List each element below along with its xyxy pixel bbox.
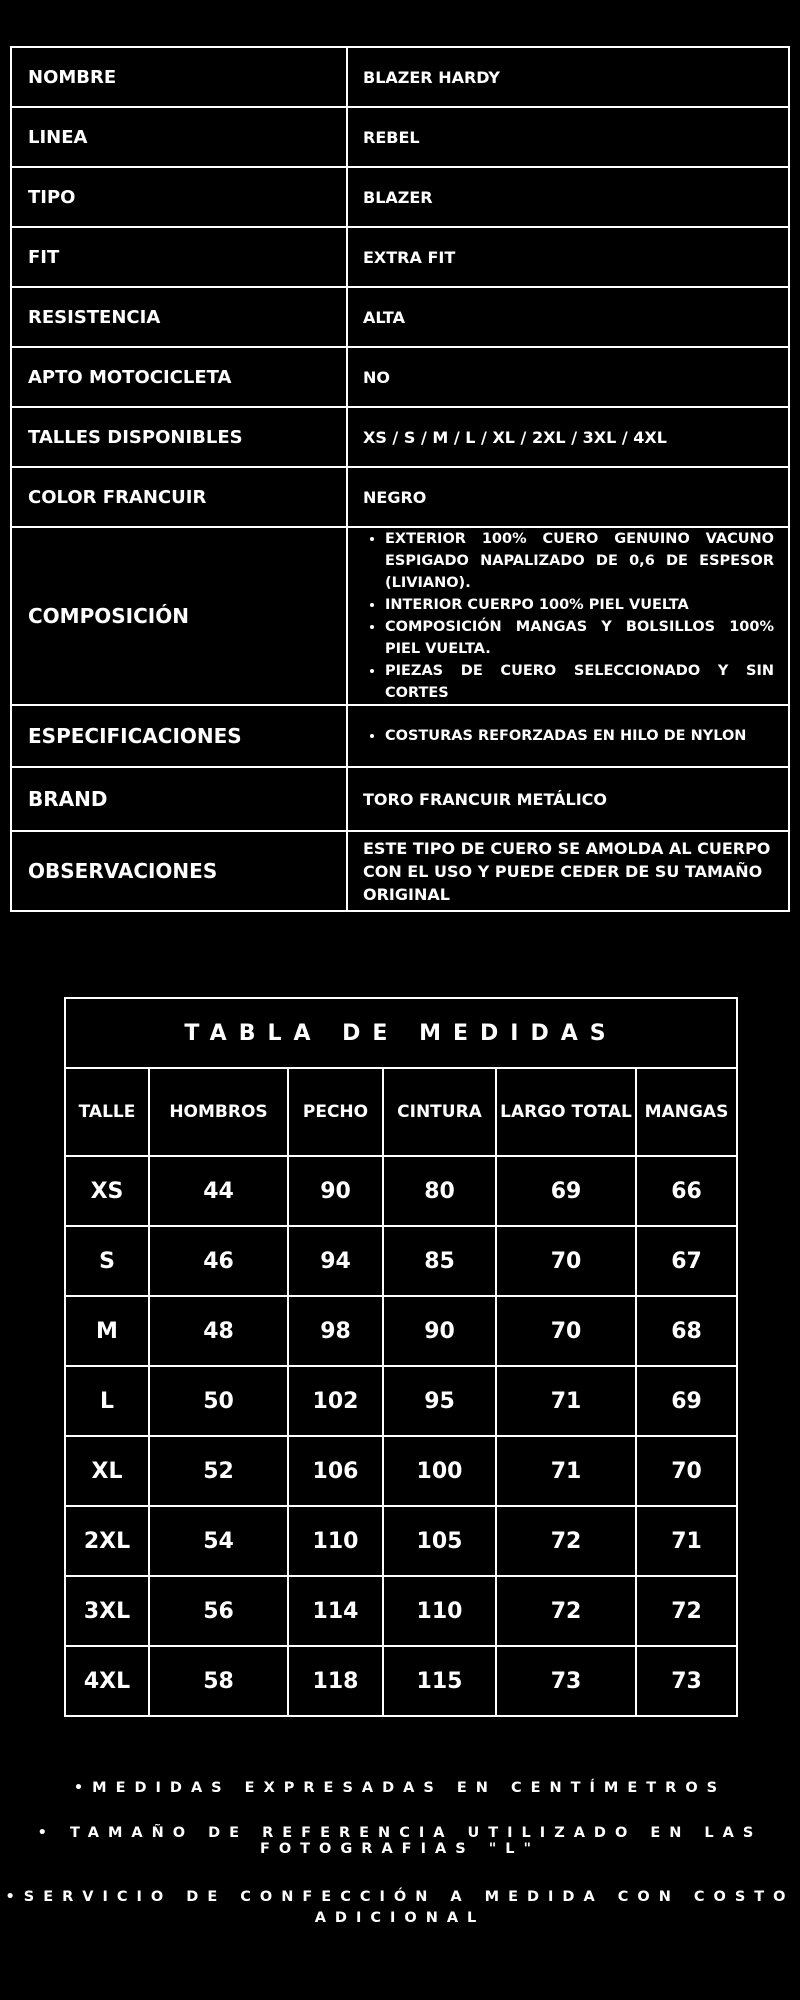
table-cell: 72 [496,1506,636,1576]
spec-row-apto-motocicleta [11,347,789,407]
table-cell: 71 [636,1506,737,1576]
table-row [65,1296,737,1366]
table-cell: 56 [149,1576,288,1646]
table-cell: 52 [149,1436,288,1506]
table-cell: 66 [636,1156,737,1226]
table-cell: 54 [149,1506,288,1576]
table-cell: 69 [496,1156,636,1226]
table-cell: 71 [496,1366,636,1436]
table-cell: 48 [149,1296,288,1366]
spec-key: OBSERVACIONES [11,831,347,911]
table-cell: 115 [383,1646,496,1716]
spec-value-list [347,527,789,705]
table-cell: 67 [636,1226,737,1296]
list-item: • PIEZAS DE CUERO SELECCIONADO Y SIN CORTES [385,660,774,704]
table-cell: 80 [383,1156,496,1226]
spec-key: TIPO [11,167,347,227]
spec-row-composicion [11,527,789,705]
list-item: • INTERIOR CUERPO 100% PIEL VUELTA [385,594,774,616]
note-text: •MEDIDAS EXPRESADAS EN CENTÍMETROS [73,1780,727,1796]
table-cell: 94 [288,1226,383,1296]
spec-value: NO [347,347,789,407]
table-cell: 73 [496,1646,636,1716]
column-header: PECHO [288,1068,383,1156]
column-header: CINTURA [383,1068,496,1156]
spec-value: ALTA [347,287,789,347]
spec-value: TORO FRANCUIR METÁLICO [347,767,789,831]
table-row [65,1646,737,1716]
table-cell: M [65,1296,149,1366]
table-cell: 106 [288,1436,383,1506]
specifications-list [363,725,774,747]
note-text: • TAMAÑO DE REFERENCIA UTILIZADO EN LAS FOTOGRAFIAS "L" [37,1825,763,1857]
spec-row-linea [11,107,789,167]
size-chart-title: TABLA DE MEDIDAS [65,998,737,1068]
table-cell: 58 [149,1646,288,1716]
spec-value: EXTRA FIT [347,227,789,287]
column-header: LARGO TOTAL [496,1068,636,1156]
table-cell: S [65,1226,149,1296]
spec-value: XS / S / M / L / XL / 2XL / 3XL / 4XL [347,407,789,467]
size-chart-table [64,997,738,1717]
table-cell: L [65,1366,149,1436]
list-item: • COMPOSICIÓN MANGAS Y BOLSILLOS 100% PIEL VUELTA. [385,616,774,660]
spec-value: REBEL [347,107,789,167]
spec-key: RESISTENCIA [11,287,347,347]
table-cell: 102 [288,1366,383,1436]
table-cell: XL [65,1436,149,1506]
table-row [65,1506,737,1576]
spec-row-nombre [11,47,789,107]
list-item: • COSTURAS REFORZADAS EN HILO DE NYLON [385,725,774,747]
table-cell: XS [65,1156,149,1226]
size-notes [0,1780,800,1929]
spec-row-tipo [11,167,789,227]
spec-key: TALLES DISPONIBLES [11,407,347,467]
spec-key: COLOR FRANCUIR [11,467,347,527]
list-item: • EXTERIOR 100% CUERO GENUINO VACUNO ESPIGADO NAPALIZADO DE 0,6 DE ESPESOR (LIVIANO). [385,528,774,594]
spec-value: NEGRO [347,467,789,527]
spec-row-fit [11,227,789,287]
spec-key: LINEA [11,107,347,167]
table-cell: 68 [636,1296,737,1366]
table-cell: 90 [383,1296,496,1366]
table-cell: 46 [149,1226,288,1296]
spec-value: ESTE TIPO DE CUERO SE AMOLDA AL CUERPO CON EL USO Y PUEDE CEDER DE SU TAMAÑO ORIGINAL [347,831,789,911]
spec-row-talles-disponibles [11,407,789,467]
table-row [65,1156,737,1226]
column-header: MANGAS [636,1068,737,1156]
table-cell: 70 [496,1226,636,1296]
column-header: HOMBROS [149,1068,288,1156]
table-row [65,1436,737,1506]
spec-row-especificaciones [11,705,789,767]
spec-key: BRAND [11,767,347,831]
table-cell: 85 [383,1226,496,1296]
table-cell: 114 [288,1576,383,1646]
column-header: TALLE [65,1068,149,1156]
spec-value-list [347,705,789,767]
table-cell: 71 [496,1436,636,1506]
spec-key: ESPECIFICACIONES [11,705,347,767]
spec-row-brand [11,767,789,831]
spec-key: APTO MOTOCICLETA [11,347,347,407]
table-cell: 50 [149,1366,288,1436]
table-cell: 110 [383,1576,496,1646]
table-cell: 72 [496,1576,636,1646]
table-cell: 44 [149,1156,288,1226]
table-row [65,1576,737,1646]
table-row [65,1366,737,1436]
table-cell: 70 [636,1436,737,1506]
table-cell: 95 [383,1366,496,1436]
table-cell: 110 [288,1506,383,1576]
spec-row-observaciones [11,831,789,911]
table-cell: 118 [288,1646,383,1716]
table-cell: 90 [288,1156,383,1226]
table-cell: 105 [383,1506,496,1576]
size-chart-header-row [65,1068,737,1156]
product-spec-table [10,46,790,912]
table-cell: 73 [636,1646,737,1716]
table-cell: 100 [383,1436,496,1506]
note-text: •SERVICIO DE CONFECCIÓN A MEDIDA CON COSTO ADICIONAL [5,1889,795,1926]
table-cell: 72 [636,1576,737,1646]
spec-key: COMPOSICIÓN [11,527,347,705]
spec-key: FIT [11,227,347,287]
spec-row-color [11,467,789,527]
table-cell: 2XL [65,1506,149,1576]
table-cell: 69 [636,1366,737,1436]
composition-list [363,528,774,704]
table-cell: 3XL [65,1576,149,1646]
spec-row-resistencia [11,287,789,347]
table-cell: 4XL [65,1646,149,1716]
spec-value: BLAZER HARDY [347,47,789,107]
table-cell: 70 [496,1296,636,1366]
spec-key: NOMBRE [11,47,347,107]
table-cell: 98 [288,1296,383,1366]
table-row [65,1226,737,1296]
spec-value: BLAZER [347,167,789,227]
